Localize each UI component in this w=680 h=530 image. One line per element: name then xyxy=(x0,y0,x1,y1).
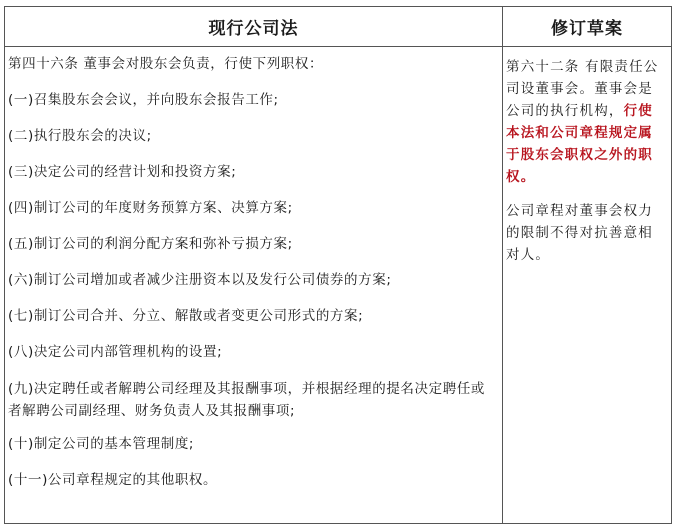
power-item-2: (二)执行股东会的决议; xyxy=(8,128,152,144)
article-46-intro: 第四十六条 董事会对股东会负责，行使下列职权： xyxy=(8,56,324,72)
power-item-7: (七)制订公司合并、分立、解散或者变更公司形式的方案; xyxy=(8,308,364,324)
power-item-5: (五)制订公司的利润分配方案和弥补亏损方案; xyxy=(8,236,293,252)
column-divider xyxy=(502,7,503,523)
power-item-6: (六)制订公司增加或者减少注册资本以及发行公司债券的方案; xyxy=(8,272,392,288)
power-item-1: (一)召集股东会会议，并向股东会报告工作; xyxy=(8,92,279,108)
power-item-10: (十)制定公司的基本管理制度; xyxy=(8,436,195,452)
power-item-9: (九)决定聘任或者解聘公司经理及其报酬事项，并根据经理的提名决定聘任或者解聘公司副经理、财务负责人及其报酬事项; xyxy=(8,381,486,419)
header-revision-draft: 修订草案 xyxy=(551,19,623,39)
current-law-content xyxy=(8,54,492,506)
article-62-paragraph xyxy=(506,56,662,188)
power-item-8: (八)决定公司内部管理机构的设置; xyxy=(8,344,223,360)
revision-draft-content xyxy=(506,56,662,278)
article-62-text: 第六十二条 有限责任公司设董事会。董事会是公司的执行机构， xyxy=(506,59,659,119)
power-item-4: (四)制订公司的年度财务预算方案、决算方案; xyxy=(8,200,293,216)
article-62-second-paragraph: 公司章程对董事会权力的限制不得对抗善意相对人。 xyxy=(506,203,653,263)
article-62-highlight: 行使本法和公司章程规定属于股东会职权之外的职权。 xyxy=(506,103,654,185)
header-current-law: 现行公司法 xyxy=(208,19,299,39)
power-item-11: (十一)公司章程规定的其他职权。 xyxy=(8,472,218,488)
power-item-3: (三)决定公司的经营计划和投资方案; xyxy=(8,164,237,180)
table-header xyxy=(5,7,671,47)
